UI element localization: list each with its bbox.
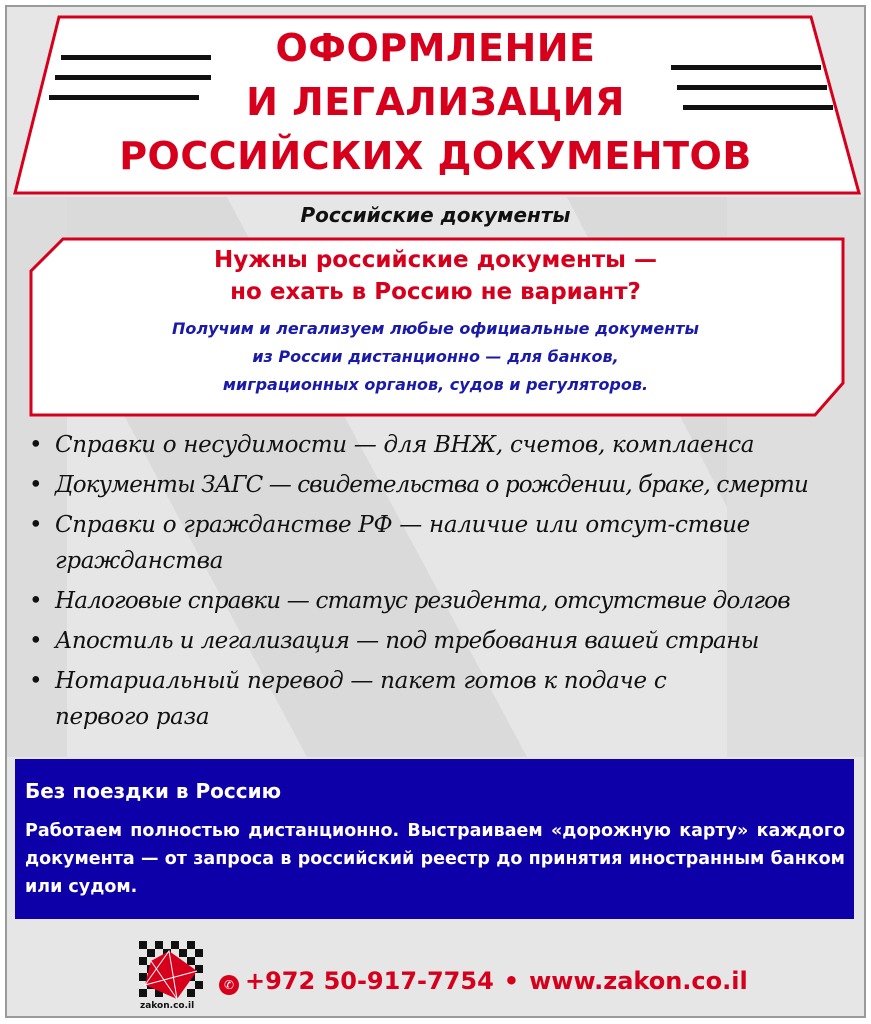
logo-icon [139,941,203,1001]
band-text: Работаем полностью дистанционно. Выстраиваем «дорожную карту» каждого документа — от запроса в российский реестр до принятия иностранным банком или судом. [25,821,845,897]
phone-icon: ✆ [219,975,239,995]
list-item: • Документы ЗАГС — свидетельства о рождении, браке, смерти [25,467,855,503]
bullet-dot: • [29,472,42,498]
callout-body-3: миграционных органов, судов и регуляторов. [222,375,649,394]
list-item: • Справки о гражданстве РФ — наличие или отсут-ствие гражданства [25,507,815,579]
service-list [25,427,855,739]
contact-line [245,967,748,995]
document-frame [5,5,866,1018]
list-item: • Нотариальный перевод — пакет готов к подаче с первого раза [25,663,755,735]
callout-body-2: из России дистанционно — для банков, [252,347,619,366]
callout-body-1: Получим и легализуем любые официальные документы [171,319,700,338]
bullet-dot: • [29,588,42,614]
subtitle: Российские документы [300,203,571,227]
title-line-1: ОФОРМЛЕНИЕ [275,26,596,70]
bullet-dot: • [29,668,43,694]
bullet-dot: • [29,628,42,654]
contact-separator: • [503,967,520,995]
callout-heading-2: но ехать в Россию не вариант? [230,279,641,305]
website-link[interactable]: www.zakon.co.il [529,967,748,995]
title-line-2: И ЛЕГАЛИЗАЦИЯ [246,80,625,124]
phone-number[interactable]: +972 50-917-7754 [245,967,494,995]
list-item: • Апостиль и легализация — под требования вашей страны [25,623,855,659]
bullet-dot: • [29,512,43,538]
callout-heading-1: Нужны российские документы — [214,247,657,273]
list-item: • Справки о несудимости — для ВНЖ, счетов, комплаенса [25,427,855,463]
logo-caption: zakon.co.il [140,1001,195,1011]
footer [7,935,864,1015]
bullet-dot: • [29,432,43,458]
band-title: Без поездки в Россию [25,779,282,803]
info-band [15,759,854,919]
title-line-3: РОССИЙСКИХ ДОКУМЕНТОВ [119,134,752,178]
list-item: • Налоговые справки — статус резидента, отсутствие долгов [25,583,855,619]
